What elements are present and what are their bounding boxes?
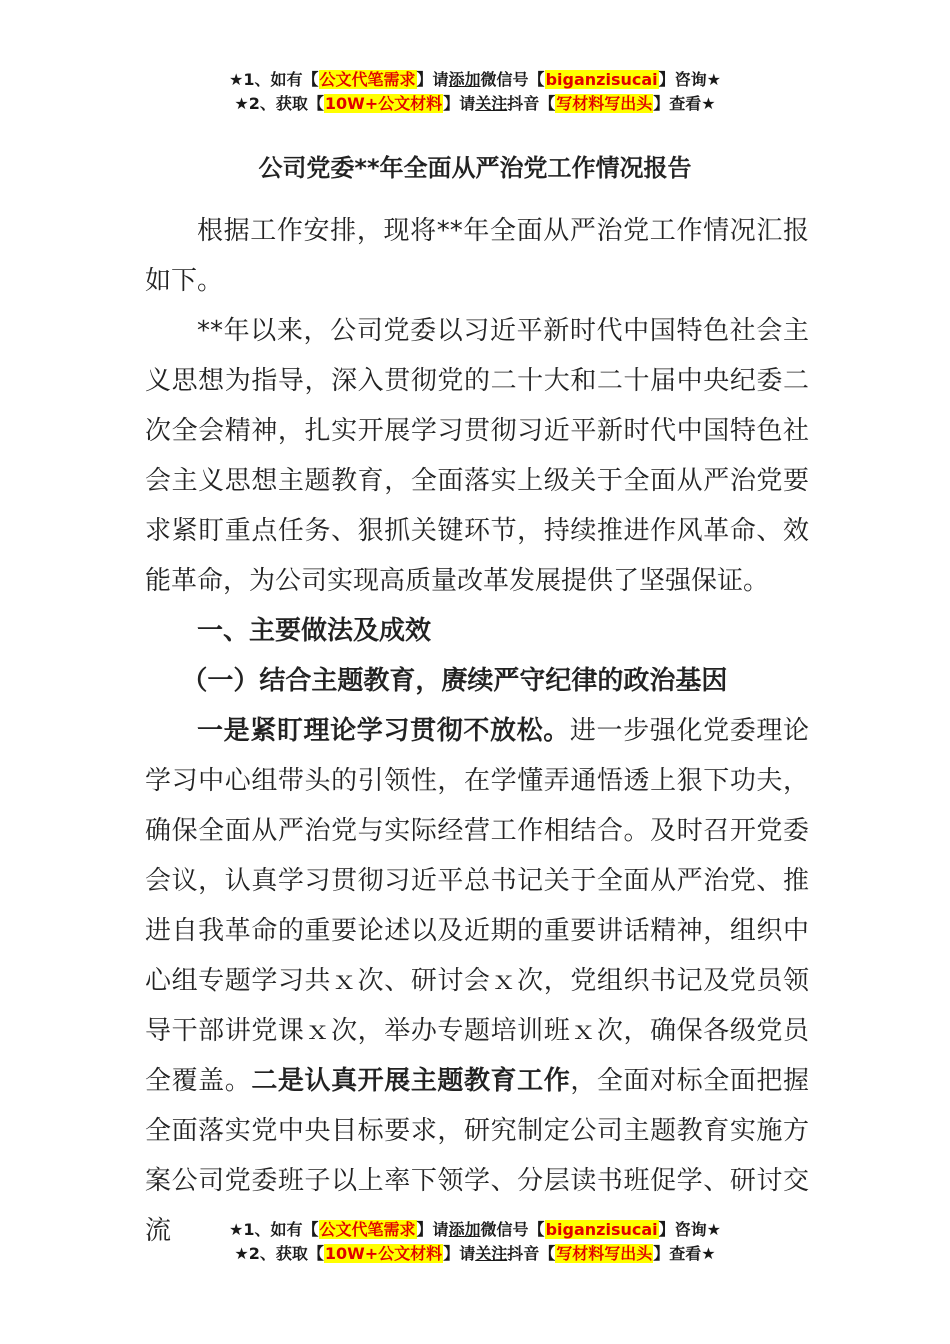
- promo-text: 】请: [416, 70, 449, 89]
- bottom-promo-banner: [0, 1218, 950, 1266]
- promo-text: 抖音【: [507, 1244, 556, 1263]
- promo-text: 】咨询★: [658, 70, 721, 89]
- promo-text: 】请: [443, 1244, 476, 1263]
- promo-text: ★1、如有【: [229, 70, 319, 89]
- promo-line-1: [0, 1218, 950, 1242]
- promo-highlight: 10W+公文材料: [324, 94, 443, 113]
- promo-douyin-id: 写材料写出头: [556, 94, 653, 113]
- promo-wechat-id: biganzisucai: [545, 70, 658, 89]
- point-two-text: ，全面对标全面把握全面落实党中央目标要求，研究制定公司主题教育实施方案公司党委班子以上率下领学、分层读书班促学、研讨交流: [145, 1066, 809, 1246]
- promo-text: 微信号【: [480, 70, 545, 89]
- promo-underlined-text: 添加: [448, 70, 481, 89]
- document-body: [145, 206, 809, 1256]
- promo-text: 】查看★: [653, 94, 716, 113]
- point-two-lead: 二是认真开展主题教育工作: [251, 1066, 571, 1096]
- top-promo-banner: [0, 68, 950, 116]
- promo-line-2: [0, 92, 950, 116]
- point-one-lead: 一是紧盯理论学习贯彻不放松。: [197, 716, 570, 746]
- promo-douyin-id: 写材料写出头: [556, 1244, 653, 1263]
- promo-text: 】请: [416, 1220, 449, 1239]
- promo-highlight: 公文代笔需求: [319, 1220, 416, 1239]
- promo-highlight: 10W+公文材料: [324, 1244, 443, 1263]
- promo-underlined-text: 关注: [475, 94, 508, 113]
- document-title: 公司党委**年全面从严治党工作情况报告: [258, 154, 692, 182]
- overview-paragraph: **年以来，公司党委以习近平新时代中国特色社会主义思想为指导，深入贯彻党的二十大和二十届中央纪委二次全会精神，扎实开展学习贯彻习近平新时代中国特色社会主义思想主题教育，全面落实上级关于全面从严治党要求紧盯重点任务、狠抓关键环节，持续推进作风革命、效能革命，为公司实现高质量改革发展提供了坚强保证。: [145, 316, 809, 596]
- promo-text: 微信号【: [480, 1220, 545, 1239]
- promo-text: 抖音【: [507, 94, 556, 113]
- promo-text: 】咨询★: [658, 1220, 721, 1239]
- promo-text: ★1、如有【: [229, 1220, 319, 1239]
- promo-line-1: [0, 68, 950, 92]
- promo-text: ★2、获取【: [234, 94, 324, 113]
- intro-paragraph: 根据工作安排，现将**年全面从严治党工作情况汇报如下。: [145, 216, 809, 296]
- section-heading: 一、主要做法及成效: [197, 616, 432, 646]
- promo-underlined-text: 添加: [448, 1220, 481, 1239]
- point-one-text: 进一步强化党委理论学习中心组带头的引领性，在学懂弄通悟透上狠下功夫，确保全面从严治党与实际经营工作相结合。及时召开党委会议，认真学习贯彻习近平总书记关于全面从严治党、推进自我革命的重要论述以及近期的重要讲话精神，组织中心组专题学习共ｘ次、研讨会ｘ次，党组织书记及党员领导干部讲党课ｘ次，举办专题培训班ｘ次，确保各级党员全覆盖。: [145, 716, 809, 1096]
- promo-text: 】查看★: [653, 1244, 716, 1263]
- detail-paragraph: [145, 706, 809, 1256]
- promo-underlined-text: 关注: [475, 1244, 508, 1263]
- promo-wechat-id: biganzisucai: [545, 1220, 658, 1239]
- subsection-heading: （一）结合主题教育，赓续严守纪律的政治基因: [181, 666, 728, 696]
- promo-text: 】请: [443, 94, 476, 113]
- promo-line-2: [0, 1242, 950, 1266]
- promo-highlight: 公文代笔需求: [319, 70, 416, 89]
- promo-text: ★2、获取【: [234, 1244, 324, 1263]
